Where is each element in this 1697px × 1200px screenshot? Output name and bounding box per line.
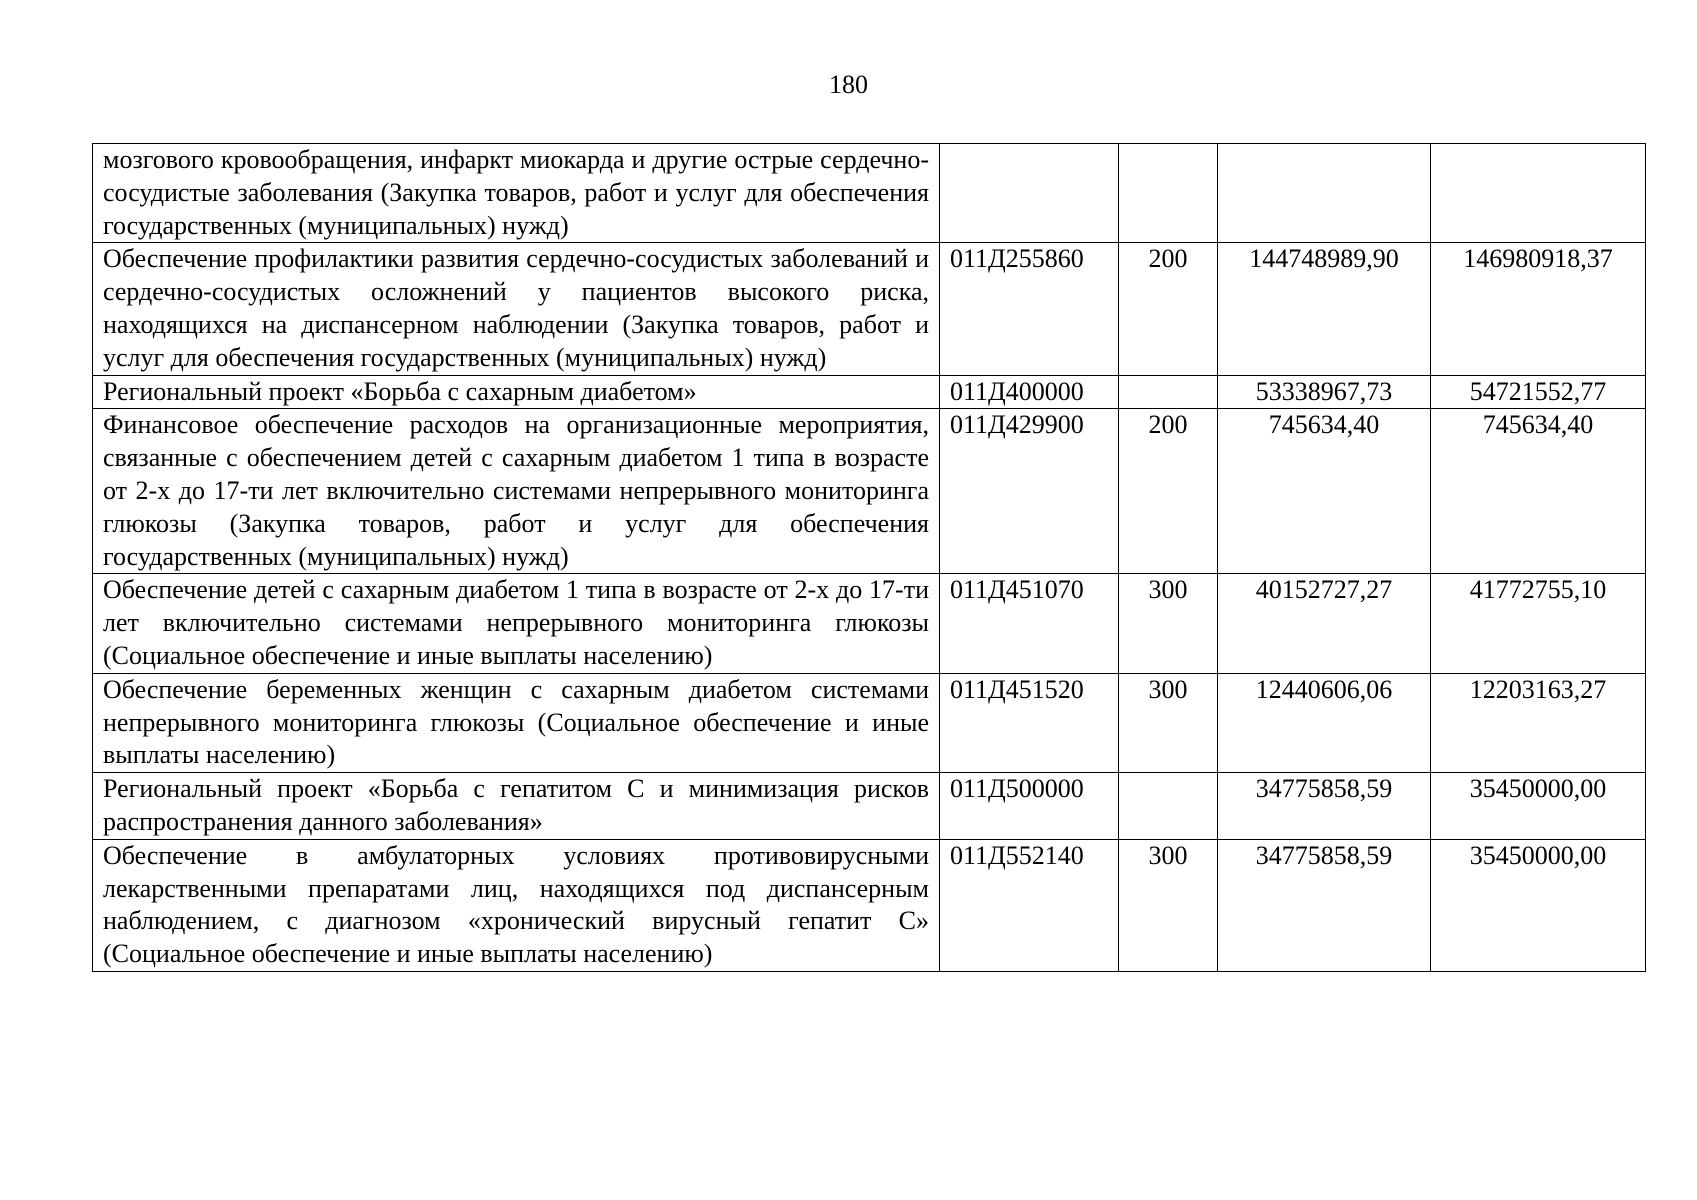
table-row — [93, 773, 1646, 840]
row-amount-2: 745634,40 — [1431, 409, 1646, 574]
row-code: 011Д451520 — [940, 673, 1119, 772]
row-code — [940, 144, 1119, 243]
row-description: Обеспечение профилактики развития сердечно-сосудистых заболеваний и сердечно-сосудистых осложнений у пациентов высокого риска, находящихся на диспансерном наблюдении (Закупка товаров, работ и услуг для обеспечения государственных (муниципальных) нужд) — [93, 243, 940, 375]
row-description: Финансовое обеспечение расходов на организационные мероприятия, связанные с обеспечением детей с сахарным диабетом 1 типа в возрасте от 2-х до 17-ти лет включительно системами непрерывного мониторинга глюкозы (Закупка товаров, работ и услуг для обеспечения государственных (муниципальных) нужд) — [93, 409, 940, 574]
row-code: 011Д429900 — [940, 409, 1119, 574]
row-expense-type: 300 — [1119, 673, 1218, 772]
row-description: мозгового кровообращения, инфаркт миокарда и другие острые сердечно-сосудистые заболевания (Закупка товаров, работ и услуг для обеспечения государственных (муниципальных) нужд) — [93, 144, 940, 243]
row-expense-type — [1119, 773, 1218, 840]
row-description: Обеспечение детей с сахарным диабетом 1 типа в возрасте от 2-х до 17-ти лет включительно системами непрерывного мониторинга глюкозы (Социальное обеспечение и иные выплаты населению) — [93, 574, 940, 673]
table-row — [93, 409, 1646, 574]
row-amount-1: 144748989,90 — [1218, 243, 1431, 375]
row-amount-1 — [1218, 144, 1431, 243]
row-expense-type: 300 — [1119, 574, 1218, 673]
table-row — [93, 839, 1646, 971]
row-amount-1: 53338967,73 — [1218, 375, 1431, 409]
row-code: 011Д255860 — [940, 243, 1119, 375]
row-expense-type — [1119, 144, 1218, 243]
row-description: Обеспечение беременных женщин с сахарным диабетом системами непрерывного мониторинга глюкозы (Социальное обеспечение и иные выплаты населению) — [93, 673, 940, 772]
table-row — [93, 673, 1646, 772]
row-code: 011Д400000 — [940, 375, 1119, 409]
row-code: 011Д552140 — [940, 839, 1119, 971]
row-amount-2 — [1431, 144, 1646, 243]
row-expense-type — [1119, 375, 1218, 409]
table-row — [93, 574, 1646, 673]
row-code: 011Д451070 — [940, 574, 1119, 673]
row-amount-1: 34775858,59 — [1218, 773, 1431, 840]
row-expense-type: 200 — [1119, 243, 1218, 375]
row-amount-1: 12440606,06 — [1218, 673, 1431, 772]
page-number: 180 — [829, 70, 868, 99]
row-amount-1: 745634,40 — [1218, 409, 1431, 574]
row-amount-2: 35450000,00 — [1431, 773, 1646, 840]
row-description: Региональный проект «Борьба с гепатитом С и минимизация рисков распространения данного заболевания» — [93, 773, 940, 840]
row-amount-2: 146980918,37 — [1431, 243, 1646, 375]
row-amount-2: 35450000,00 — [1431, 839, 1646, 971]
row-description: Региональный проект «Борьба с сахарным диабетом» — [93, 375, 940, 409]
row-expense-type: 300 — [1119, 839, 1218, 971]
row-amount-2: 41772755,10 — [1431, 574, 1646, 673]
table-row — [93, 375, 1646, 409]
budget-table — [92, 143, 1646, 972]
table-row — [93, 144, 1646, 243]
row-expense-type: 200 — [1119, 409, 1218, 574]
table-row — [93, 243, 1646, 375]
row-description: Обеспечение в амбулаторных условиях противовирусными лекарственными препаратами лиц, находящихся под диспансерным наблюдением, с диагнозом «хронический вирусный гепатит С» (Социальное обеспечение и иные выплаты населению) — [93, 839, 940, 971]
row-amount-2: 54721552,77 — [1431, 375, 1646, 409]
row-amount-1: 40152727,27 — [1218, 574, 1431, 673]
row-amount-2: 12203163,27 — [1431, 673, 1646, 772]
row-amount-1: 34775858,59 — [1218, 839, 1431, 971]
row-code: 011Д500000 — [940, 773, 1119, 840]
